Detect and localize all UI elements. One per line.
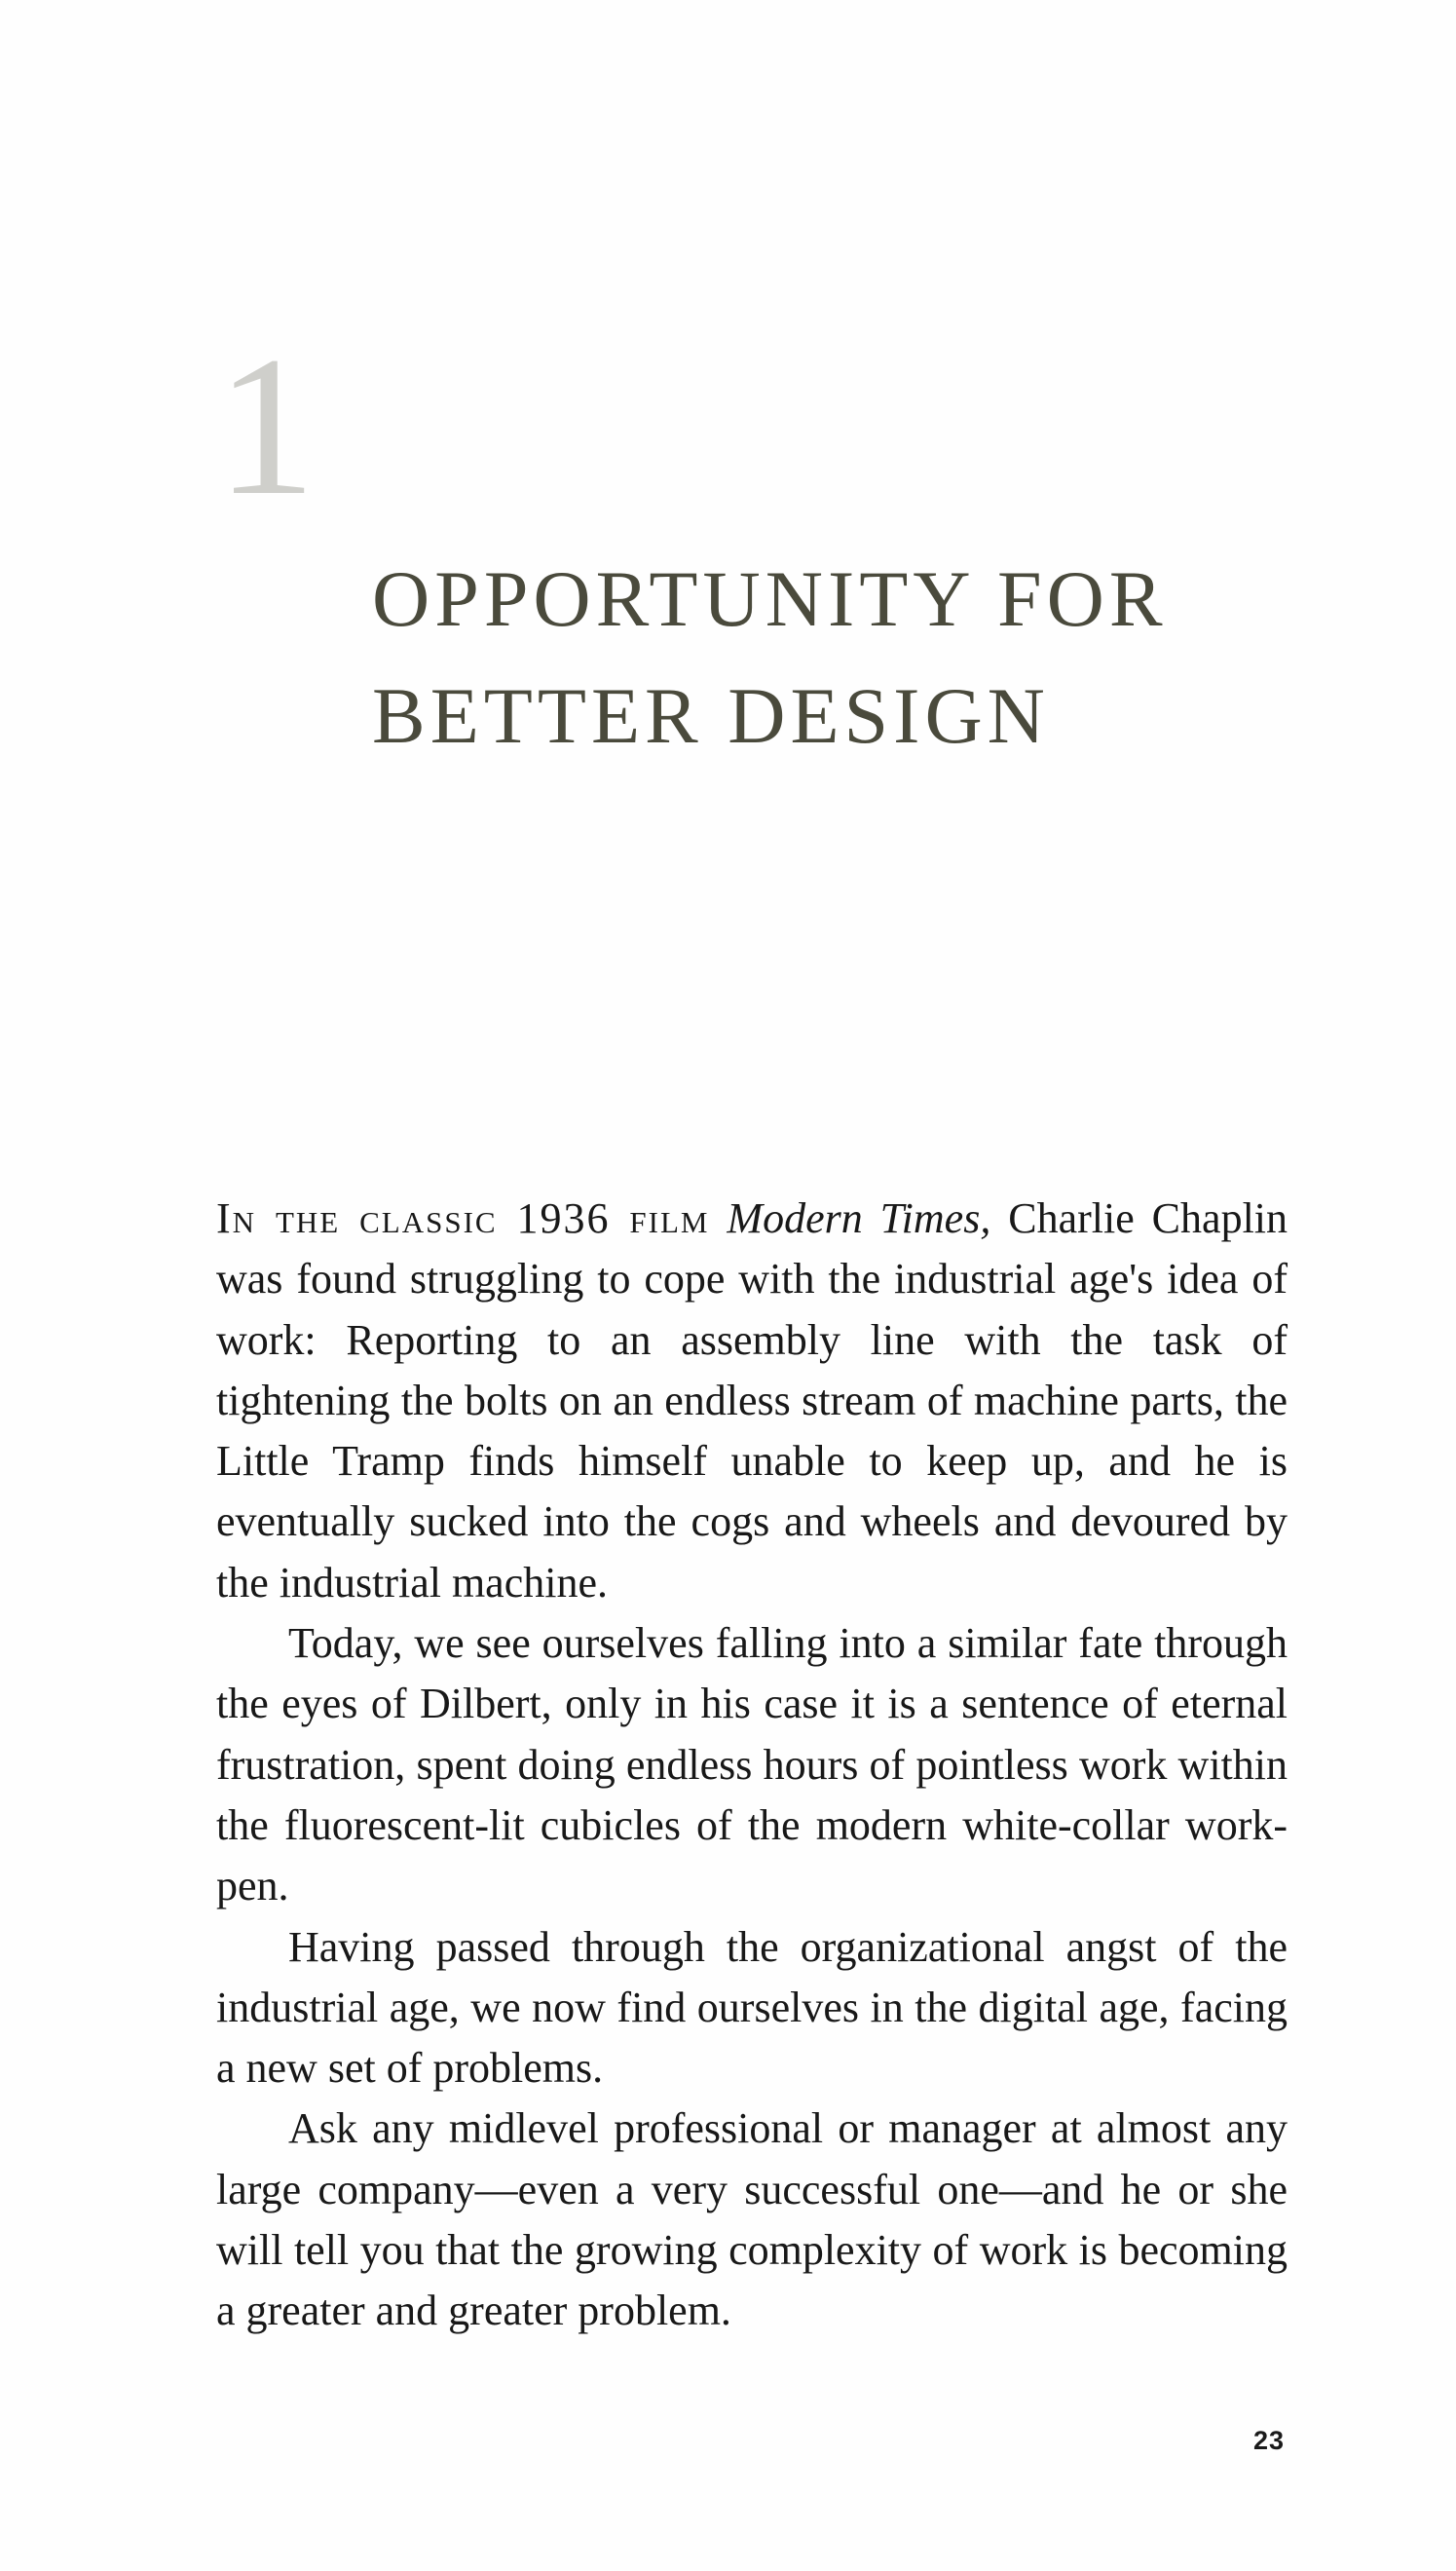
paragraph-4: Ask any midlevel professional or manager at almost any large company—even a very successful one—and he or she will tell you that the growing complexity of work is becoming a greater and greater problem. bbox=[216, 2104, 1288, 2335]
paragraph-2: Today, we see ourselves falling into a similar fate through the eyes of Dilbert, only in his case it is a sentence of eternal frustration, spent doing endless hours of pointless work within the fluorescent-lit cubicles of the modern white-collar work-pen. bbox=[216, 1619, 1288, 1910]
chapter-title-line-1: OPPORTUNITY FOR bbox=[372, 554, 1168, 643]
paragraph-lead-in: In the classic 1936 film bbox=[216, 1194, 710, 1242]
paragraph-1-text: Charlie Chaplin was found struggling to cope with the industrial age's idea of work: Reporting to an assembly line with the task of tightening the bolts on an endless stream of machine parts, the Little Tramp finds himself unable to keep up, and he is eventually sucked into the cogs and wheels and devoured by the industrial machine. bbox=[216, 1194, 1288, 1607]
film-title: Modern Times, bbox=[727, 1194, 991, 1242]
paragraph-1 bbox=[216, 1189, 1288, 1613]
paragraph-3: Having passed through the organizational angst of the industrial age, we now find ourselves in the digital age, facing a new set of problems. bbox=[216, 1922, 1288, 2093]
chapter-number: 1 bbox=[216, 316, 317, 537]
chapter-title bbox=[372, 541, 1168, 775]
chapter-body bbox=[216, 1189, 1288, 2342]
page-number: 23 bbox=[1252, 2426, 1285, 2455]
chapter-title-line-2: BETTER DESIGN bbox=[372, 671, 1050, 760]
